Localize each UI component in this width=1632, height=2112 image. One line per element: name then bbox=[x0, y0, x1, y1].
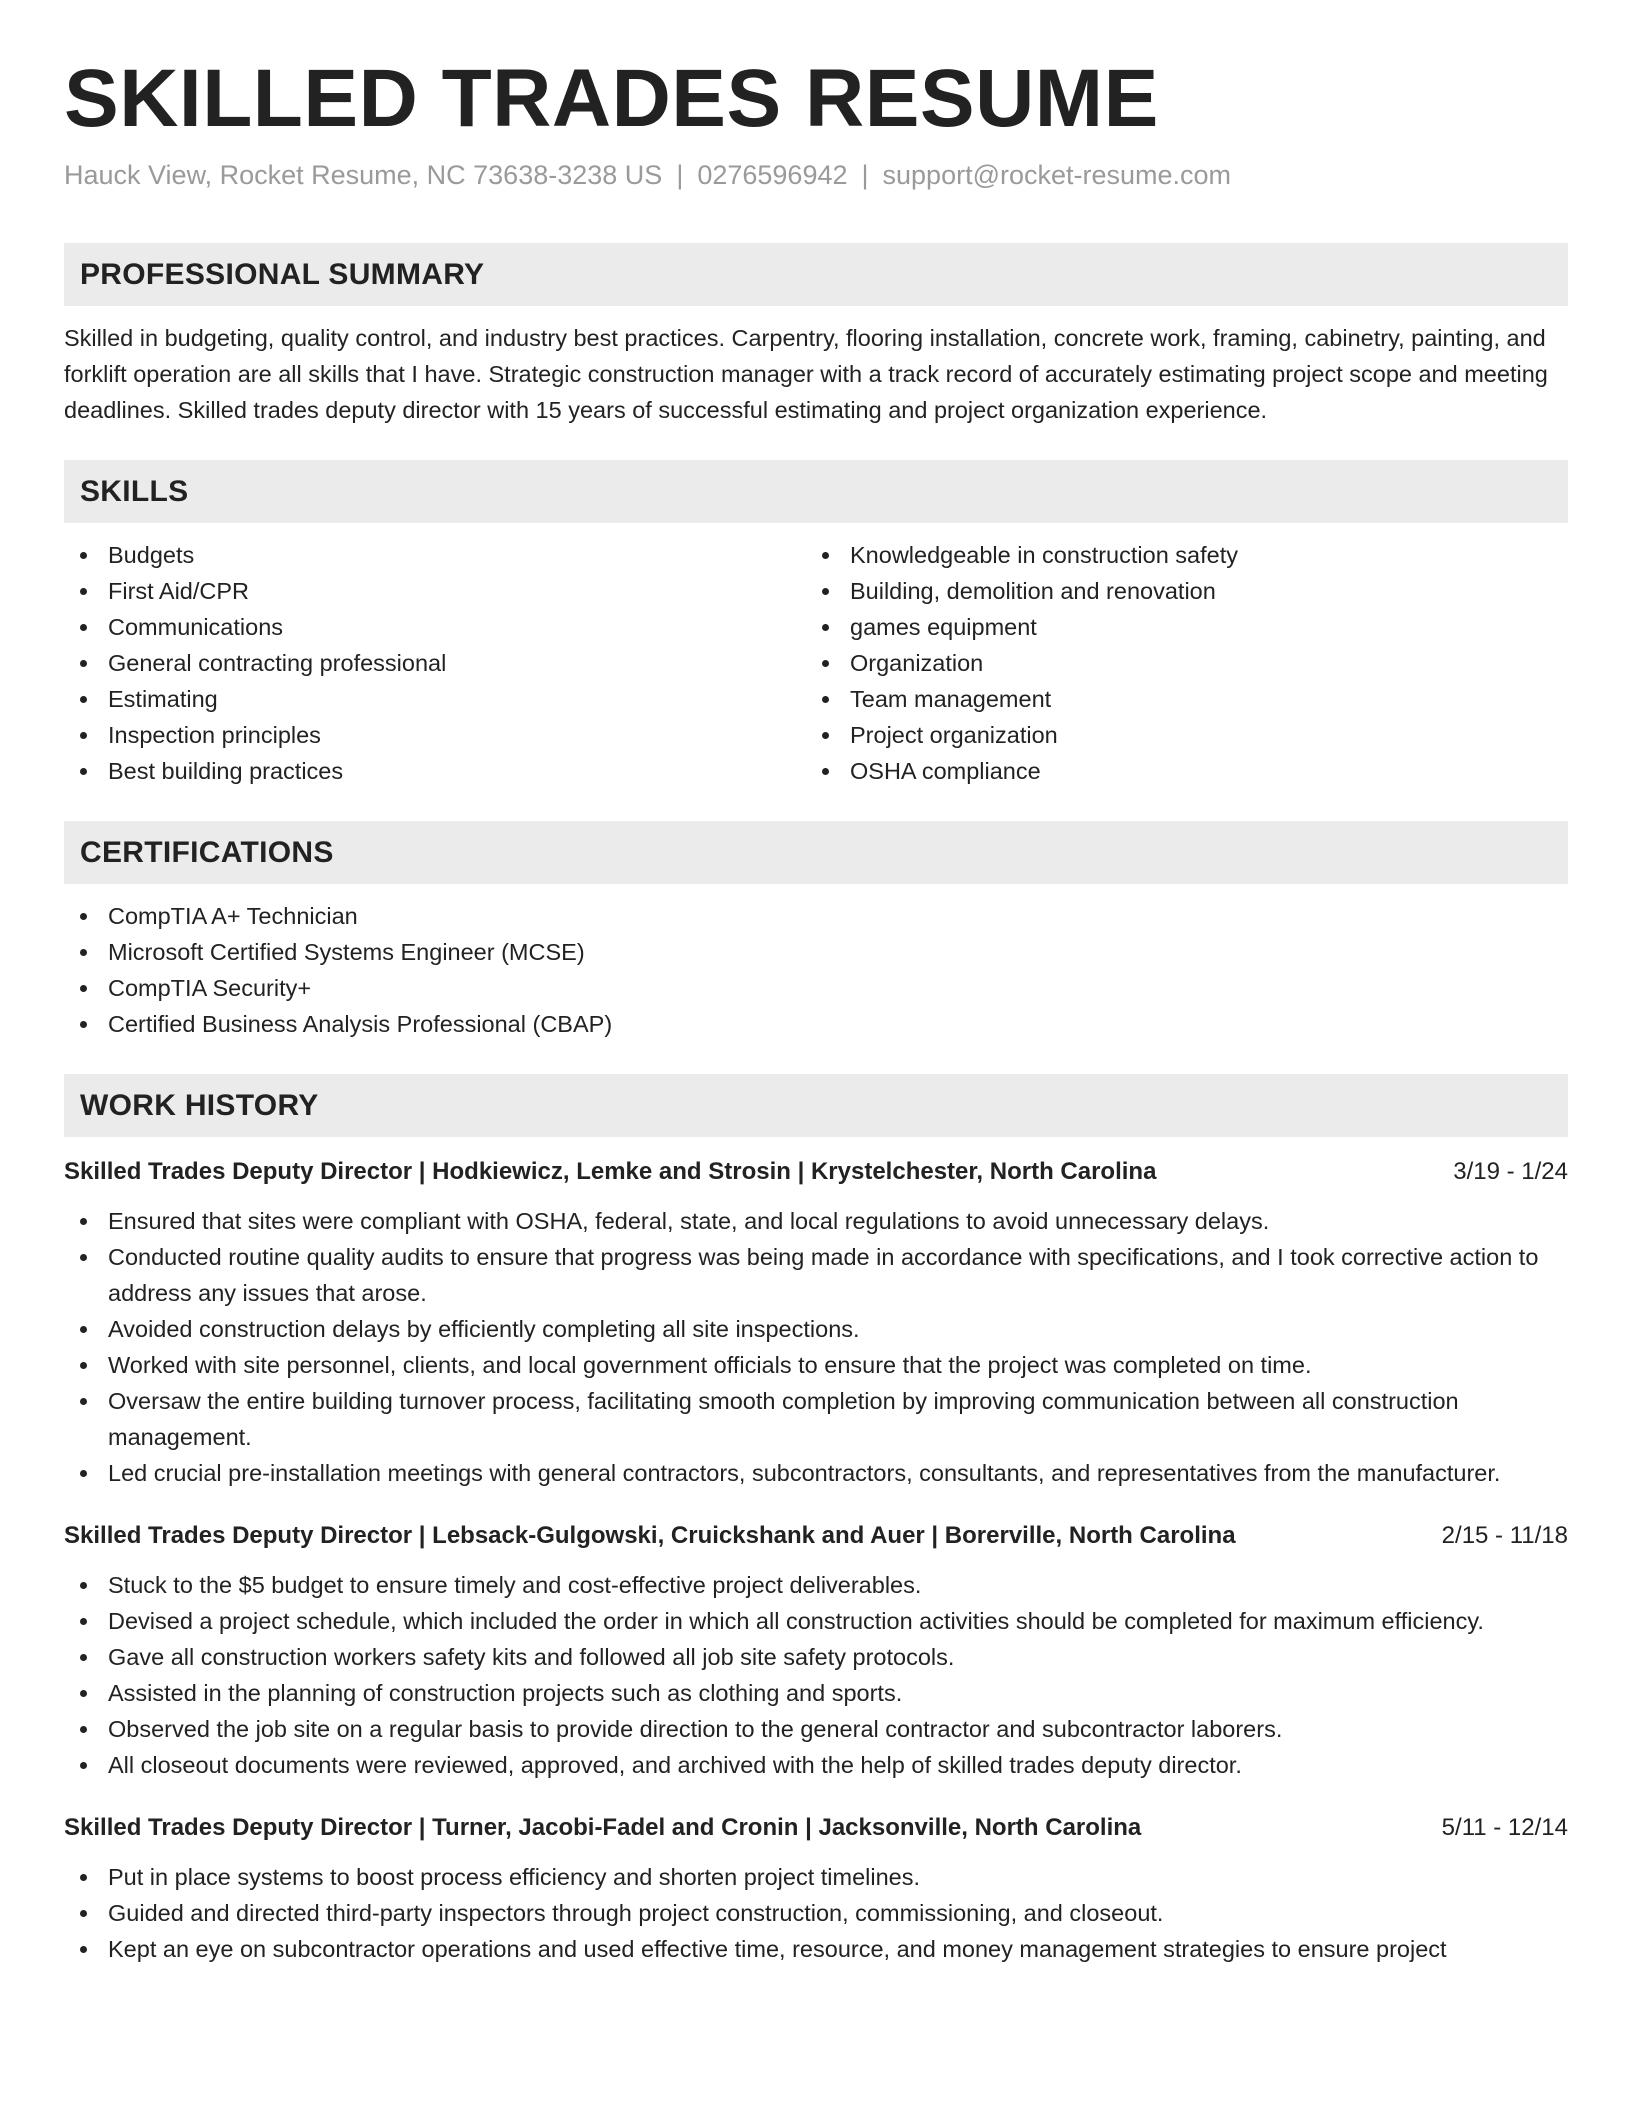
job-bullets bbox=[64, 1859, 1568, 1967]
certification-item: CompTIA Security+ bbox=[64, 970, 1568, 1006]
skill-item: Project organization bbox=[806, 717, 1568, 753]
job-bullet: Kept an eye on subcontractor operations and used effective time, resource, and money management strategies to ensure project bbox=[64, 1931, 1568, 1967]
skill-item: General contracting professional bbox=[64, 645, 806, 681]
skill-item: Team management bbox=[806, 681, 1568, 717]
contact-line bbox=[64, 158, 1568, 193]
contact-separator: | bbox=[861, 160, 869, 191]
certifications-list bbox=[64, 898, 1568, 1042]
job-bullet: Led crucial pre-installation meetings with general contractors, subcontractors, consultants, and representatives from the manufacturer. bbox=[64, 1455, 1568, 1491]
job-header bbox=[64, 1517, 1568, 1555]
job-bullets bbox=[64, 1203, 1568, 1491]
skill-item: games equipment bbox=[806, 609, 1568, 645]
skill-item: Knowledgeable in construction safety bbox=[806, 537, 1568, 573]
skills-list-left bbox=[64, 537, 806, 789]
job-bullet: Ensured that sites were compliant with OSHA, federal, state, and local regulations to avoid unnecessary delays. bbox=[64, 1203, 1568, 1239]
certification-item: Microsoft Certified Systems Engineer (MCSE) bbox=[64, 934, 1568, 970]
job-bullet: Gave all construction workers safety kits and followed all job site safety protocols. bbox=[64, 1639, 1568, 1675]
skills-list-right bbox=[806, 537, 1568, 789]
job-header bbox=[64, 1809, 1568, 1847]
contact-separator: | bbox=[676, 160, 684, 191]
skill-item: Organization bbox=[806, 645, 1568, 681]
job-bullet: Oversaw the entire building turnover process, facilitating smooth completion by improving communication between all construction management. bbox=[64, 1383, 1568, 1455]
skill-item: Best building practices bbox=[64, 753, 806, 789]
certification-item: CompTIA A+ Technician bbox=[64, 898, 1568, 934]
professional-summary-section bbox=[64, 243, 1568, 428]
job-title: Skilled Trades Deputy Director | Lebsack-Gulgowski, Cruickshank and Auer | Borerville, North Carolina bbox=[64, 1522, 1236, 1550]
job-entry bbox=[64, 1517, 1568, 1783]
job-bullet: Observed the job site on a regular basis to provide direction to the general contractor and subcontractor laborers. bbox=[64, 1711, 1568, 1747]
skills-section bbox=[64, 460, 1568, 789]
section-heading-certifications: CERTIFICATIONS bbox=[64, 821, 1568, 884]
job-bullet: Avoided construction delays by efficiently completing all site inspections. bbox=[64, 1311, 1568, 1347]
job-bullet: Put in place systems to boost process efficiency and shorten project timelines. bbox=[64, 1859, 1568, 1895]
resume-content bbox=[64, 52, 1568, 1967]
work-history-section bbox=[64, 1074, 1568, 1967]
skill-item: Communications bbox=[64, 609, 806, 645]
job-bullet: Devised a project schedule, which included the order in which all construction activities should be completed for maximum efficiency. bbox=[64, 1603, 1568, 1639]
skill-item: Building, demolition and renovation bbox=[806, 573, 1568, 609]
job-title: Skilled Trades Deputy Director | Hodkiewicz, Lemke and Strosin | Krystelchester, North Carolina bbox=[64, 1158, 1157, 1186]
job-bullet: Assisted in the planning of construction projects such as clothing and sports. bbox=[64, 1675, 1568, 1711]
contact-phone: 0276596942 bbox=[697, 160, 848, 191]
job-dates: 2/15 - 11/18 bbox=[1441, 1522, 1568, 1550]
skill-item: OSHA compliance bbox=[806, 753, 1568, 789]
certifications-section bbox=[64, 821, 1568, 1042]
job-dates: 3/19 - 1/24 bbox=[1453, 1158, 1568, 1186]
skill-item: Estimating bbox=[64, 681, 806, 717]
job-title: Skilled Trades Deputy Director | Turner, Jacobi-Fadel and Cronin | Jacksonville, North Carolina bbox=[64, 1814, 1142, 1842]
job-bullets bbox=[64, 1567, 1568, 1783]
section-heading-skills: SKILLS bbox=[64, 460, 1568, 523]
job-bullet: All closeout documents were reviewed, approved, and archived with the help of skilled trades deputy director. bbox=[64, 1747, 1568, 1783]
section-heading-summary: PROFESSIONAL SUMMARY bbox=[64, 243, 1568, 306]
contact-email: support@rocket-resume.com bbox=[882, 160, 1232, 191]
contact-address: Hauck View, Rocket Resume, NC 73638-3238 US bbox=[64, 160, 663, 191]
certification-item: Certified Business Analysis Professional (CBAP) bbox=[64, 1006, 1568, 1042]
job-bullet: Conducted routine quality audits to ensure that progress was being made in accordance with specifications, and I took corrective action to address any issues that arose. bbox=[64, 1239, 1568, 1311]
resume-title: SKILLED TRADES RESUME bbox=[64, 53, 1159, 144]
job-entry bbox=[64, 1153, 1568, 1491]
job-bullet: Guided and directed third-party inspectors through project construction, commissioning, and closeout. bbox=[64, 1895, 1568, 1931]
skill-item: Budgets bbox=[64, 537, 806, 573]
job-entry bbox=[64, 1809, 1568, 1967]
job-bullet: Stuck to the $5 budget to ensure timely and cost-effective project deliverables. bbox=[64, 1567, 1568, 1603]
skills-grid bbox=[64, 537, 1568, 789]
section-heading-work-history: WORK HISTORY bbox=[64, 1074, 1568, 1137]
summary-text: Skilled in budgeting, quality control, and industry best practices. Carpentry, flooring installation, concrete work, framing, cabinetry, painting, and forklift operation are all skills that I have. Strategic construction manager with a track record of accurately estimating project scope and meeting deadlines. Skilled trades deputy director with 15 years of successful estimating and project organization experience. bbox=[64, 325, 1548, 424]
skill-item: First Aid/CPR bbox=[64, 573, 806, 609]
skill-item: Inspection principles bbox=[64, 717, 806, 753]
job-bullet: Worked with site personnel, clients, and local government officials to ensure that the project was completed on time. bbox=[64, 1347, 1568, 1383]
job-header bbox=[64, 1153, 1568, 1191]
job-dates: 5/11 - 12/14 bbox=[1441, 1814, 1568, 1842]
